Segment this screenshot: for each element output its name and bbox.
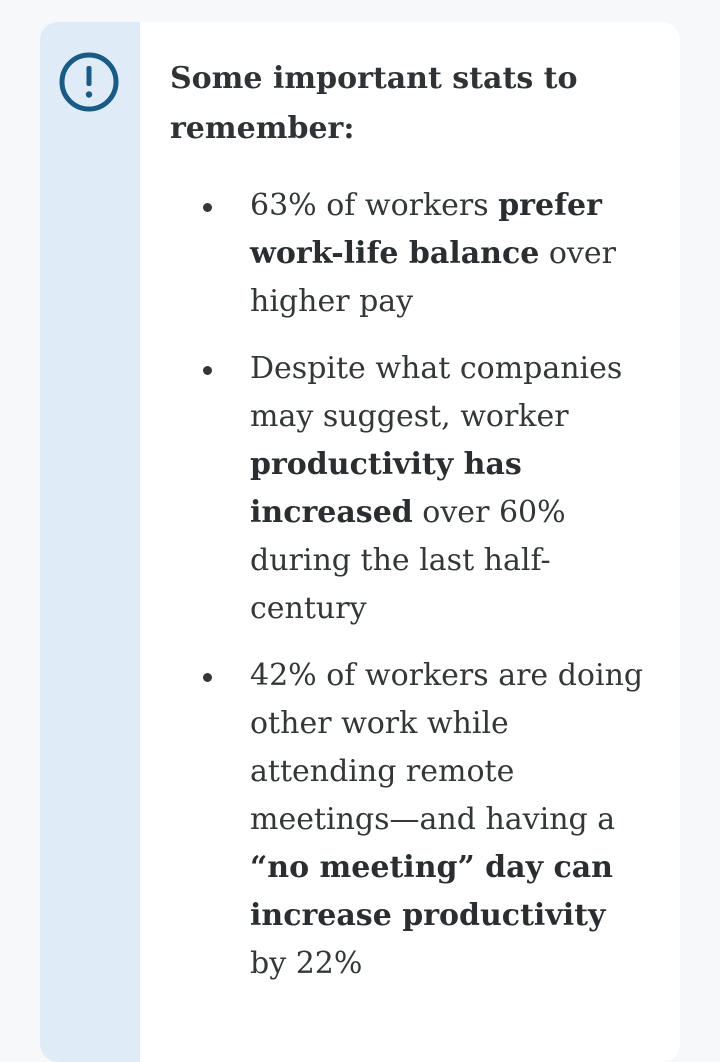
exclamation-circle-icon: [59, 52, 119, 112]
bullet-dot: [203, 673, 212, 682]
callout-content: [140, 22, 680, 1062]
stat-text: 63% of workers: [250, 188, 499, 223]
stat-item: [170, 652, 650, 988]
stat-emphasis: productivity has increased: [250, 447, 522, 530]
stat-emphasis: “no meeting” day can increase productivity: [250, 850, 613, 933]
bullet-dot: [203, 366, 212, 375]
stats-list: [170, 182, 650, 988]
stat-item: [170, 182, 650, 326]
callout-rail: [40, 22, 140, 1062]
stat-text: over higher pay: [250, 236, 616, 319]
callout-heading: Some important stats to remember:: [170, 61, 578, 146]
bullet-dot: [203, 203, 212, 212]
stats-callout: [40, 22, 680, 1062]
stat-text: by 22%: [250, 946, 363, 981]
stat-text: Despite what companies may suggest, worker: [250, 351, 623, 434]
stat-text: 42% of workers are doing other work while attending remote meetings—and having a: [250, 658, 644, 837]
stat-emphasis: prefer work-life balance: [250, 188, 602, 271]
stat-item: [170, 345, 650, 633]
stat-text: over 60% during the last half-century: [250, 495, 566, 626]
